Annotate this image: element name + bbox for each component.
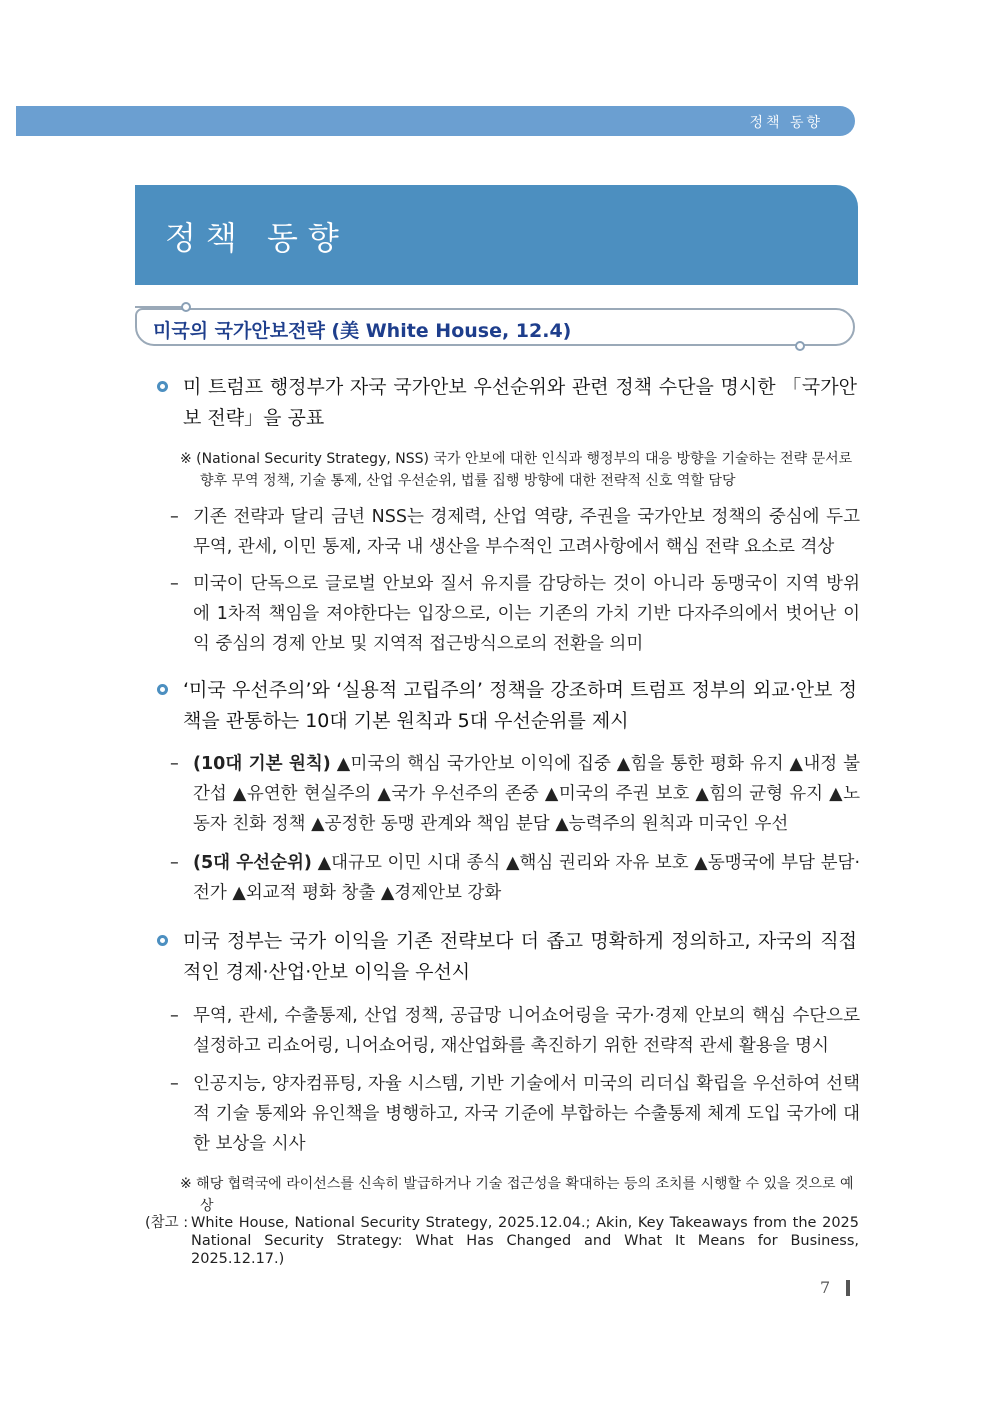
page-title: 정책 동향: [165, 219, 349, 257]
dash-item: [170, 1069, 860, 1159]
bullet-circle-icon: [157, 935, 168, 946]
bullet-item: [157, 926, 857, 988]
dash-text: 미국이 단독으로 글로벌 안보와 질서 유지를 감당하는 것이 아니라 동맹국이 지역 방위에 1차적 책임을 져야한다는 입장으로, 이는 기존의 가치 기반 다자주의에서 벗어난 이익 중심의 경제 안보 및 지역적 접근방식으로의 전환을 의미: [193, 574, 860, 654]
bullet-text: ‘미국 우선주의’와 ‘실용적 고립주의’ 정책을 강조하며 트럼프 정부의 외교·안보 정책을 관통하는 10대 기본 원칙과 5대 우선순위를 제시: [183, 679, 857, 732]
dash-item: [170, 1001, 860, 1061]
dash-text: [193, 848, 860, 908]
dash-text: [193, 749, 860, 839]
section-decor-dot-bottom: [795, 341, 805, 351]
dash-heading: (5대 우선순위): [193, 853, 312, 873]
dash-text: 기존 전략과 달리 금년 NSS는 경제력, 산업 역량, 주권을 국가안보 정책의 중심에 두고 무역, 관세, 이민 통제, 자국 내 생산을 부수적인 고려사항에서 핵심 전략 요소로 격상: [193, 507, 860, 557]
dash-body: ▲대규모 이민 시대 종식 ▲핵심 권리와 자유 보호 ▲동맹국에 부담 분담·전가 ▲외교적 평화 창출 ▲경제안보 강화: [193, 853, 861, 903]
page-number: 7: [820, 1278, 831, 1297]
reference-text: White House, National Security Strategy, 2025.12.04.; Akin, Key Takeaways from the 2025 National Security Strategy: What Has Changed and What It Means for Business, 2025.12.17.): [191, 1215, 859, 1267]
note-item: [180, 448, 860, 492]
dash-body: ▲미국의 핵심 국가안보 이익에 집중 ▲힘을 통한 평화 유지 ▲내정 불간섭 ▲유연한 현실주의 ▲국가 우선주의 존중 ▲미국의 주권 보호 ▲힘의 균형 유지 ▲노동자 친화 정책 ▲공정한 동맹 관계와 책임 분담 ▲능력주의 원칙과 미국인 우선: [193, 754, 860, 834]
page-title-block: [135, 185, 858, 285]
page-number-bar: [846, 1280, 850, 1296]
reference: [145, 1214, 859, 1268]
note-item: [180, 1173, 860, 1217]
bullet-text: 미국 정부는 국가 이익을 기존 전략보다 더 좁고 명확하게 정의하고, 자국의 직접적인 경제·산업·안보 이익을 우선시: [183, 930, 857, 983]
section-decor-dot-top: [181, 302, 191, 312]
dash-mark: –: [170, 574, 179, 594]
dash-item: [170, 749, 860, 839]
bullet-circle-icon: [157, 381, 168, 392]
dash-item: [170, 569, 860, 659]
header-band-label: 정책 동향: [749, 115, 823, 131]
bullet-item: [157, 675, 857, 737]
bullet-text: 미 트럼프 행정부가 자국 국가안보 우선순위와 관련 정책 수단을 명시한 「국가안보 전략」을 공표: [183, 376, 857, 429]
dash-mark: –: [170, 754, 179, 774]
dash-mark: –: [170, 1006, 179, 1026]
section-title: 미국의 국가안보전략 (美 White House, 12.4): [153, 320, 572, 342]
dash-heading: (10대 기본 원칙): [193, 754, 331, 774]
note-text: ※ (National Security Strategy, NSS) 국가 안보에 대한 인식과 행정부의 대응 방향을 기술하는 전략 문서로 향후 무역 정책, 기술 통제, 산업 우선순위, 법률 집행 방향에 대한 전략적 신호 역할 담당: [180, 451, 853, 489]
dash-text: 무역, 관세, 수출통제, 산업 정책, 공급망 니어쇼어링을 국가·경제 안보의 핵심 수단으로 설정하고 리쇼어링, 니어쇼어링, 재산업화를 촉진하기 위한 전략적 관세 활용을 명시: [193, 1006, 860, 1056]
bullet-circle-icon: [157, 684, 168, 695]
dash-mark: –: [170, 507, 179, 527]
dash-text: 인공지능, 양자컴퓨팅, 자율 시스템, 기반 기술에서 미국의 리더십 확립을 우선하여 선택적 기술 통제와 유인책을 병행하고, 자국 기준에 부합하는 수출통제 체계 도입 국가에 대한 보상을 시사: [193, 1074, 860, 1154]
note-text: ※ 해당 협력국에 라이선스를 신속히 발급하거나 기술 접근성을 확대하는 등의 조치를 시행할 수 있을 것으로 예상: [180, 1176, 854, 1214]
dash-mark: –: [170, 1074, 179, 1094]
dash-item: [170, 502, 860, 562]
header-band: [16, 106, 855, 136]
dash-item: [170, 848, 860, 908]
bullet-item: [157, 372, 857, 434]
reference-label: (참고 :: [145, 1215, 189, 1231]
dash-mark: –: [170, 853, 179, 873]
